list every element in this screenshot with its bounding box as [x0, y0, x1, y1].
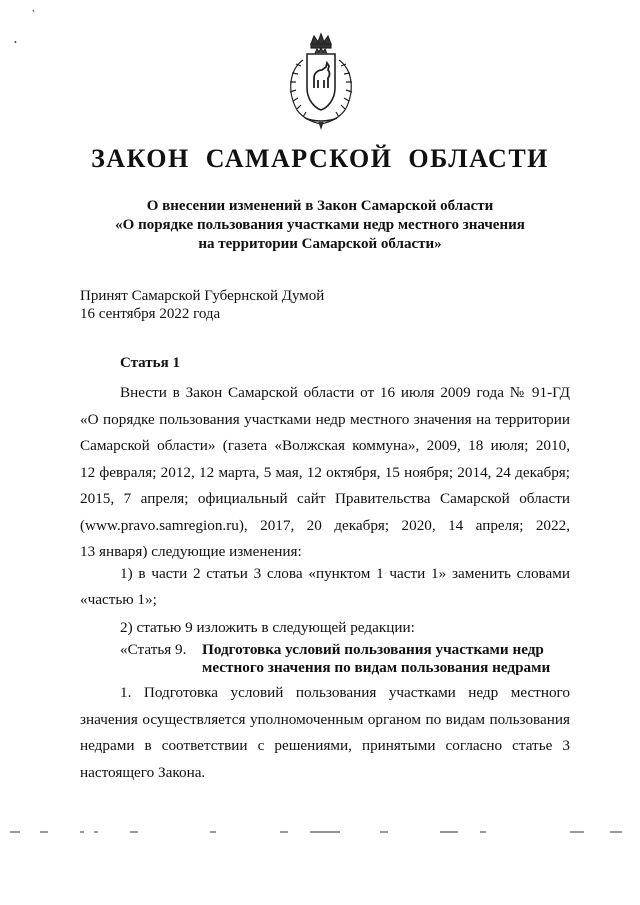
- text-line: 1. Подготовка условий пользования участками недр местного: [120, 684, 570, 701]
- scan-artifact-line: [10, 826, 630, 838]
- text-line: 2015, 7 апреля; официальный сайт Правительства Самарской области: [80, 490, 570, 507]
- text-line: настоящего Закона.: [80, 763, 206, 781]
- text-line: 13 января) следующие изменения:: [80, 543, 302, 560]
- text-line: Самарской области» (газета «Волжская коммуна», 2009, 18 июля; 2010,: [80, 437, 570, 454]
- law-subtitle: [60, 197, 580, 254]
- scan-mark: •: [14, 38, 17, 47]
- samara-coat-of-arms-icon: [281, 30, 361, 130]
- text-line: (www.pravo.samregion.ru), 2017, 20 декабря; 2020, 14 апреля; 2022,: [80, 516, 570, 534]
- title-line: местного значения по видам пользования недрами: [202, 659, 551, 676]
- subtitle-line: на территории Самарской области»: [198, 236, 442, 252]
- article1-text: [80, 380, 570, 566]
- amendment-item-1-cont: «частью 1»;: [80, 591, 157, 608]
- article-heading: Статья 1: [120, 355, 180, 371]
- text-line: 12 февраля; 2012, 12 марта, 5 мая, 12 октября, 15 ноября; 2014, 24 декабря;: [80, 463, 570, 481]
- amendment-item-1: 1) в части 2 статьи 3 слова «пунктом 1 части 1» заменить словами: [120, 565, 570, 582]
- subtitle-line: «О порядке пользования участками недр местного значения: [115, 217, 525, 233]
- text-line: «О порядке пользования участками недр местного значения на территории: [80, 410, 570, 428]
- title-line: Подготовка условий пользования участками недр: [202, 641, 544, 658]
- scan-mark: ': [30, 6, 40, 20]
- text-line: значения осуществляется уполномоченным органом по видам пользования: [80, 710, 570, 728]
- text-line: Внести в Закон Самарской области от 16 июля 2009 года № 91-ГД: [120, 384, 570, 401]
- new-article-paragraph: [80, 680, 570, 786]
- adoption-line: Принят Самарской Губернской Думой: [80, 288, 325, 304]
- adoption-date: 16 сентября 2022 года: [80, 306, 221, 322]
- new-article-title: [202, 641, 572, 677]
- law-title: ЗАКОН САМАРСКОЙ ОБЛАСТИ: [91, 144, 549, 173]
- subtitle-line: О внесении изменений в Закон Самарской области: [146, 198, 494, 214]
- text-line: недрами в соответствии с решениями, принятыми согласно статье 3: [80, 737, 570, 754]
- amendment-item-2: 2) статью 9 изложить в следующей редакции:: [120, 619, 415, 636]
- new-article-label: «Статья 9.: [120, 641, 187, 658]
- adoption-note: [80, 287, 324, 323]
